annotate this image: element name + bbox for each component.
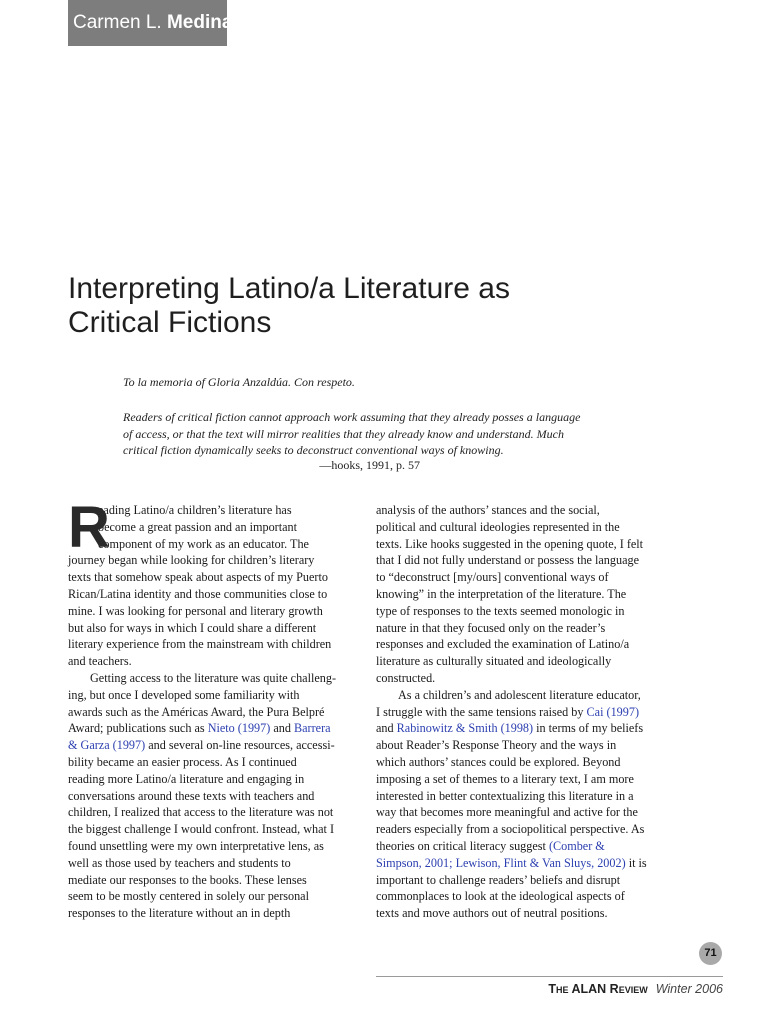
drop-cap: R — [68, 495, 110, 560]
text-run: Rican/Latina identity and those communities close to — [68, 586, 328, 601]
body-column-left — [68, 495, 358, 922]
text-line — [68, 788, 358, 805]
journal-name: The ALAN Review — [548, 982, 648, 996]
text-line — [68, 536, 358, 553]
text-line — [68, 653, 358, 670]
text-run: which authors’ stances could be explored. Beyond — [376, 754, 621, 769]
text-line — [68, 704, 358, 721]
text-line — [376, 737, 663, 754]
author-first-name: Carmen L. — [73, 12, 162, 33]
text-line — [376, 838, 663, 855]
text-line — [68, 636, 358, 653]
text-run: mine. I was looking for personal and literary growth — [68, 603, 323, 618]
text-line — [376, 670, 663, 687]
text-line — [68, 855, 358, 872]
text-line — [376, 788, 663, 805]
text-line — [376, 519, 663, 536]
citation-link[interactable]: Cai (1997) — [586, 704, 640, 719]
text-run: journey began while looking for children’s literary — [68, 553, 315, 568]
text-line — [68, 519, 358, 536]
text-run: that I did not fully understand or possess the language — [376, 553, 639, 568]
text-line — [68, 737, 358, 754]
citation-link[interactable]: Simpson, 2001; Lewison, Flint & Van Sluys, 2002) — [376, 855, 626, 870]
citation-link[interactable]: Rabinowitz & Smith (1998) — [396, 721, 534, 736]
text-run: found unsettling were my own interpretative lens, as — [68, 838, 324, 853]
text-run: interested in better contextualizing this literature in a — [376, 788, 634, 803]
text-line — [68, 670, 358, 687]
text-run: texts that somehow speak about aspects of my Puerto — [68, 570, 328, 585]
text-run: and — [270, 721, 295, 736]
text-run: imposing a set of themes to a literary text, I am more — [376, 771, 634, 786]
text-line — [68, 838, 358, 855]
text-line — [376, 720, 663, 737]
citation-link[interactable]: & Garza (1997) — [68, 738, 146, 753]
text-run: seem to be mostly centered in solely our personal — [68, 889, 309, 904]
text-line — [376, 754, 663, 771]
text-run: theories on critical literacy suggest — [376, 838, 549, 853]
text-line — [376, 821, 663, 838]
text-run: texts. Like hooks suggested in the opening quote, I felt — [376, 536, 644, 551]
text-run: way that becomes more meaningful and active for the — [376, 805, 638, 820]
text-run: about Reader’s Response Theory and the ways in — [376, 738, 617, 753]
text-line — [376, 586, 663, 603]
text-line — [68, 771, 358, 788]
text-line — [376, 603, 663, 620]
text-line — [68, 804, 358, 821]
text-line — [376, 653, 663, 670]
text-run: and several on-line resources, accessi- — [145, 738, 335, 753]
text-line — [376, 888, 663, 905]
text-run: ing, but once I developed some familiarity with — [68, 687, 300, 702]
text-run: children, I realized that access to the literature was not — [68, 805, 334, 820]
dedication: To la memoria of Gloria Anzaldúa. Con respeto. — [123, 375, 355, 389]
text-run: conversations around these texts with teachers and — [68, 788, 315, 803]
text-line — [68, 720, 358, 737]
text-run: the biggest challenge I would confront. Instead, what I — [68, 822, 335, 837]
text-line — [68, 569, 358, 586]
text-run: knowing” in the interpretation of the literature. The — [376, 586, 627, 601]
footer-rule — [376, 976, 723, 977]
text-run: I struggle with the same tensions raised by — [376, 704, 587, 719]
title-line-1: Interpreting Latino/a Literature as — [68, 272, 510, 305]
text-line — [68, 687, 358, 704]
text-run: and — [376, 721, 397, 736]
title-line-2: Critical Fictions — [68, 306, 272, 339]
text-line — [68, 552, 358, 569]
issue-season: Winter 2006 — [655, 982, 723, 996]
text-run: As a children’s and adolescent literature educator, — [398, 687, 641, 702]
epigraph-line: Readers of critical fiction cannot approach work assuming that they already posses a language — [123, 410, 581, 424]
body-column-right — [376, 502, 663, 922]
citation-link[interactable]: Barrera — [294, 721, 331, 736]
text-run: important to challenge readers’ beliefs and disrupt — [376, 872, 621, 887]
text-line — [376, 569, 663, 586]
text-run: but also for ways in which I could share a different — [68, 620, 317, 635]
page-number-badge: 71 — [699, 942, 722, 965]
epigraph-attribution: —hooks, 1991, p. 57 — [319, 458, 420, 472]
text-run: literary experience from the mainstream with children — [68, 637, 332, 652]
text-line — [376, 552, 663, 569]
text-line — [376, 771, 663, 788]
text-run: constructed. — [376, 670, 436, 685]
citation-link[interactable]: (Comber & — [548, 838, 605, 853]
text-line — [376, 636, 663, 653]
text-line — [68, 872, 358, 889]
text-run: become a great passion and an important — [98, 519, 297, 534]
text-run: Getting access to the literature was quite challeng- — [90, 670, 337, 685]
text-line — [376, 536, 663, 553]
text-run: analysis of the authors’ stances and the social, — [376, 503, 600, 517]
text-line — [68, 821, 358, 838]
text-run: texts and move authors out of neutral positions. — [376, 906, 608, 921]
text-run: literature as culturally situated and ideologically — [376, 654, 612, 669]
text-line — [68, 620, 358, 637]
author-last-name: Medina — [166, 12, 233, 33]
text-line — [376, 872, 663, 889]
text-line — [376, 687, 663, 704]
author-header — [68, 0, 233, 46]
text-line — [68, 754, 358, 771]
text-line — [68, 502, 358, 519]
text-line — [68, 888, 358, 905]
text-line — [376, 905, 663, 922]
text-run: nature in that they focused only on the reader’s — [376, 620, 606, 635]
text-line — [376, 502, 663, 519]
text-run: and teachers. — [68, 654, 132, 669]
text-run: eading Latino/a children’s literature has — [98, 503, 292, 517]
text-run: well as those used by teachers and students to — [68, 855, 291, 870]
text-run: reading more Latino/a literature and engaging in — [68, 771, 305, 786]
text-run: type of responses to the texts seemed monologic in — [376, 603, 625, 618]
text-line — [68, 603, 358, 620]
text-run: bility became an easier process. As I continued — [68, 754, 297, 769]
epigraph-line: of access, or that the text will mirror realities that they already know and understand. Much — [123, 426, 564, 441]
text-run: to “deconstruct [my/ours] conventional ways of — [376, 570, 609, 585]
citation-link[interactable]: Nieto (1997) — [207, 721, 271, 736]
text-line — [376, 620, 663, 637]
text-run: commonplaces to look at the ideological aspects of — [376, 889, 625, 904]
text-run: readers especially from a sociopolitical perspective. As — [376, 822, 645, 837]
text-line — [376, 855, 663, 872]
text-run: responses to the literature without an in depth — [68, 906, 291, 921]
text-run: in terms of my beliefs — [533, 721, 644, 736]
text-run: responses and excluded the examination of Latino/a — [376, 637, 630, 652]
text-line — [68, 586, 358, 603]
text-run: component of my work as an educator. The — [98, 536, 309, 551]
text-run: it is — [625, 855, 647, 870]
text-run: political and cultural ideologies represented in the — [376, 519, 620, 534]
text-line — [376, 804, 663, 821]
text-run: awards such as the Américas Award, the Pura Belpré — [68, 704, 325, 719]
epigraph-line: critical fiction dynamically seeks to deconstruct conventional ways of knowing. — [123, 443, 504, 457]
article-title — [68, 272, 688, 340]
text-line — [376, 704, 663, 721]
text-line — [68, 905, 358, 922]
text-run: mediate our responses to the books. These lenses — [68, 872, 307, 887]
epigraph-quote — [123, 409, 623, 459]
text-run: Award; publications such as — [68, 721, 208, 736]
running-footer — [376, 982, 723, 996]
